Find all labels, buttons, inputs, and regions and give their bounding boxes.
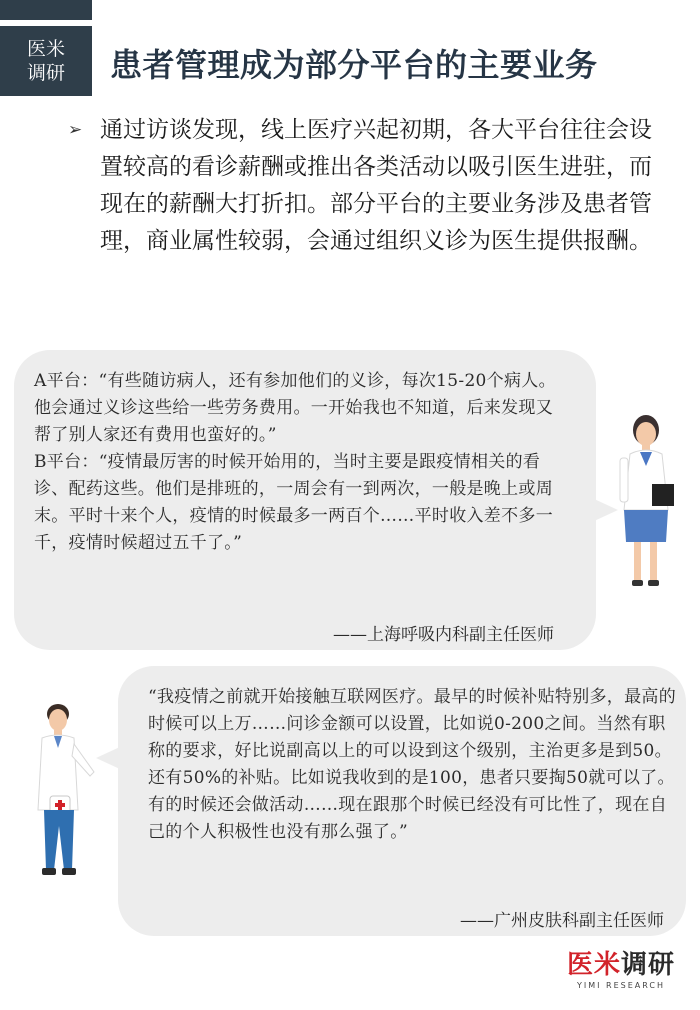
quote-2-text: “我疫情之前就开始接触互联网医疗。最早的时候补贴特别多，最高的时候可以上万……问诊金额可以设置，比如说0-200之间。当然有职称的要求，好比说副高以上的可以设到这个级别，主治更多是到50。还有50%的补贴。比如说我收到的是100，患者只要掏50就可以了。有的时候还会做活动……现在跟那个时候已经没有可比性了，现在自己的个人积极性也没有那么强了。” [148, 687, 676, 842]
quote-1-attribution: ——上海呼吸内科副主任医师 [333, 625, 554, 645]
bullet-text: 通过访谈发现，线上医疗兴起初期，各大平台往往会设置较高的看诊薪酬或推出各类活动以吸引医生进驻，而现在的薪酬大打折扣。部分平台的主要业务涉及患者管理，商业属性较弱，会通过组织义诊为医生提供报酬。 [100, 117, 652, 254]
doctor-illustration-icon [28, 700, 100, 880]
quote-1-text: A平台：“有些随访病人，还有参加他们的义诊，每次15-20个病人。他会通过义诊这些给一些劳务费用。一开始我也不知道，后来发现又帮了别人家还有费用也蛮好的。” B平台：“疫情最厉害的时候开始用的，当时主要是跟疫情相关的看诊、配药这些。他们是排班的，一周会有一到两次，一般是晚上或周末。平时十来个人，疫情的时候最多一两百个……平时收入差不多一千，疫情时候超过五千了。” [34, 371, 556, 553]
logo-red-text: 医米 [566, 950, 621, 980]
badge-line2: 调研 [26, 62, 65, 84]
nurse-illustration-icon [612, 414, 682, 590]
section-badge [0, 26, 92, 96]
quote-2-attribution: ——广州皮肤科副主任医师 [460, 911, 664, 931]
brand-logo [556, 950, 686, 996]
badge-line1: 医米 [26, 38, 65, 60]
logo-dark-text: 调研 [621, 950, 676, 980]
header-accent-bar [0, 0, 92, 20]
logo-subtitle: YIMI RESEARCH [576, 981, 666, 990]
page-title: 患者管理成为部分平台的主要业务 [110, 46, 598, 84]
bullet-paragraph [68, 112, 652, 260]
arrow-bullet-icon: ➢ [68, 120, 83, 140]
